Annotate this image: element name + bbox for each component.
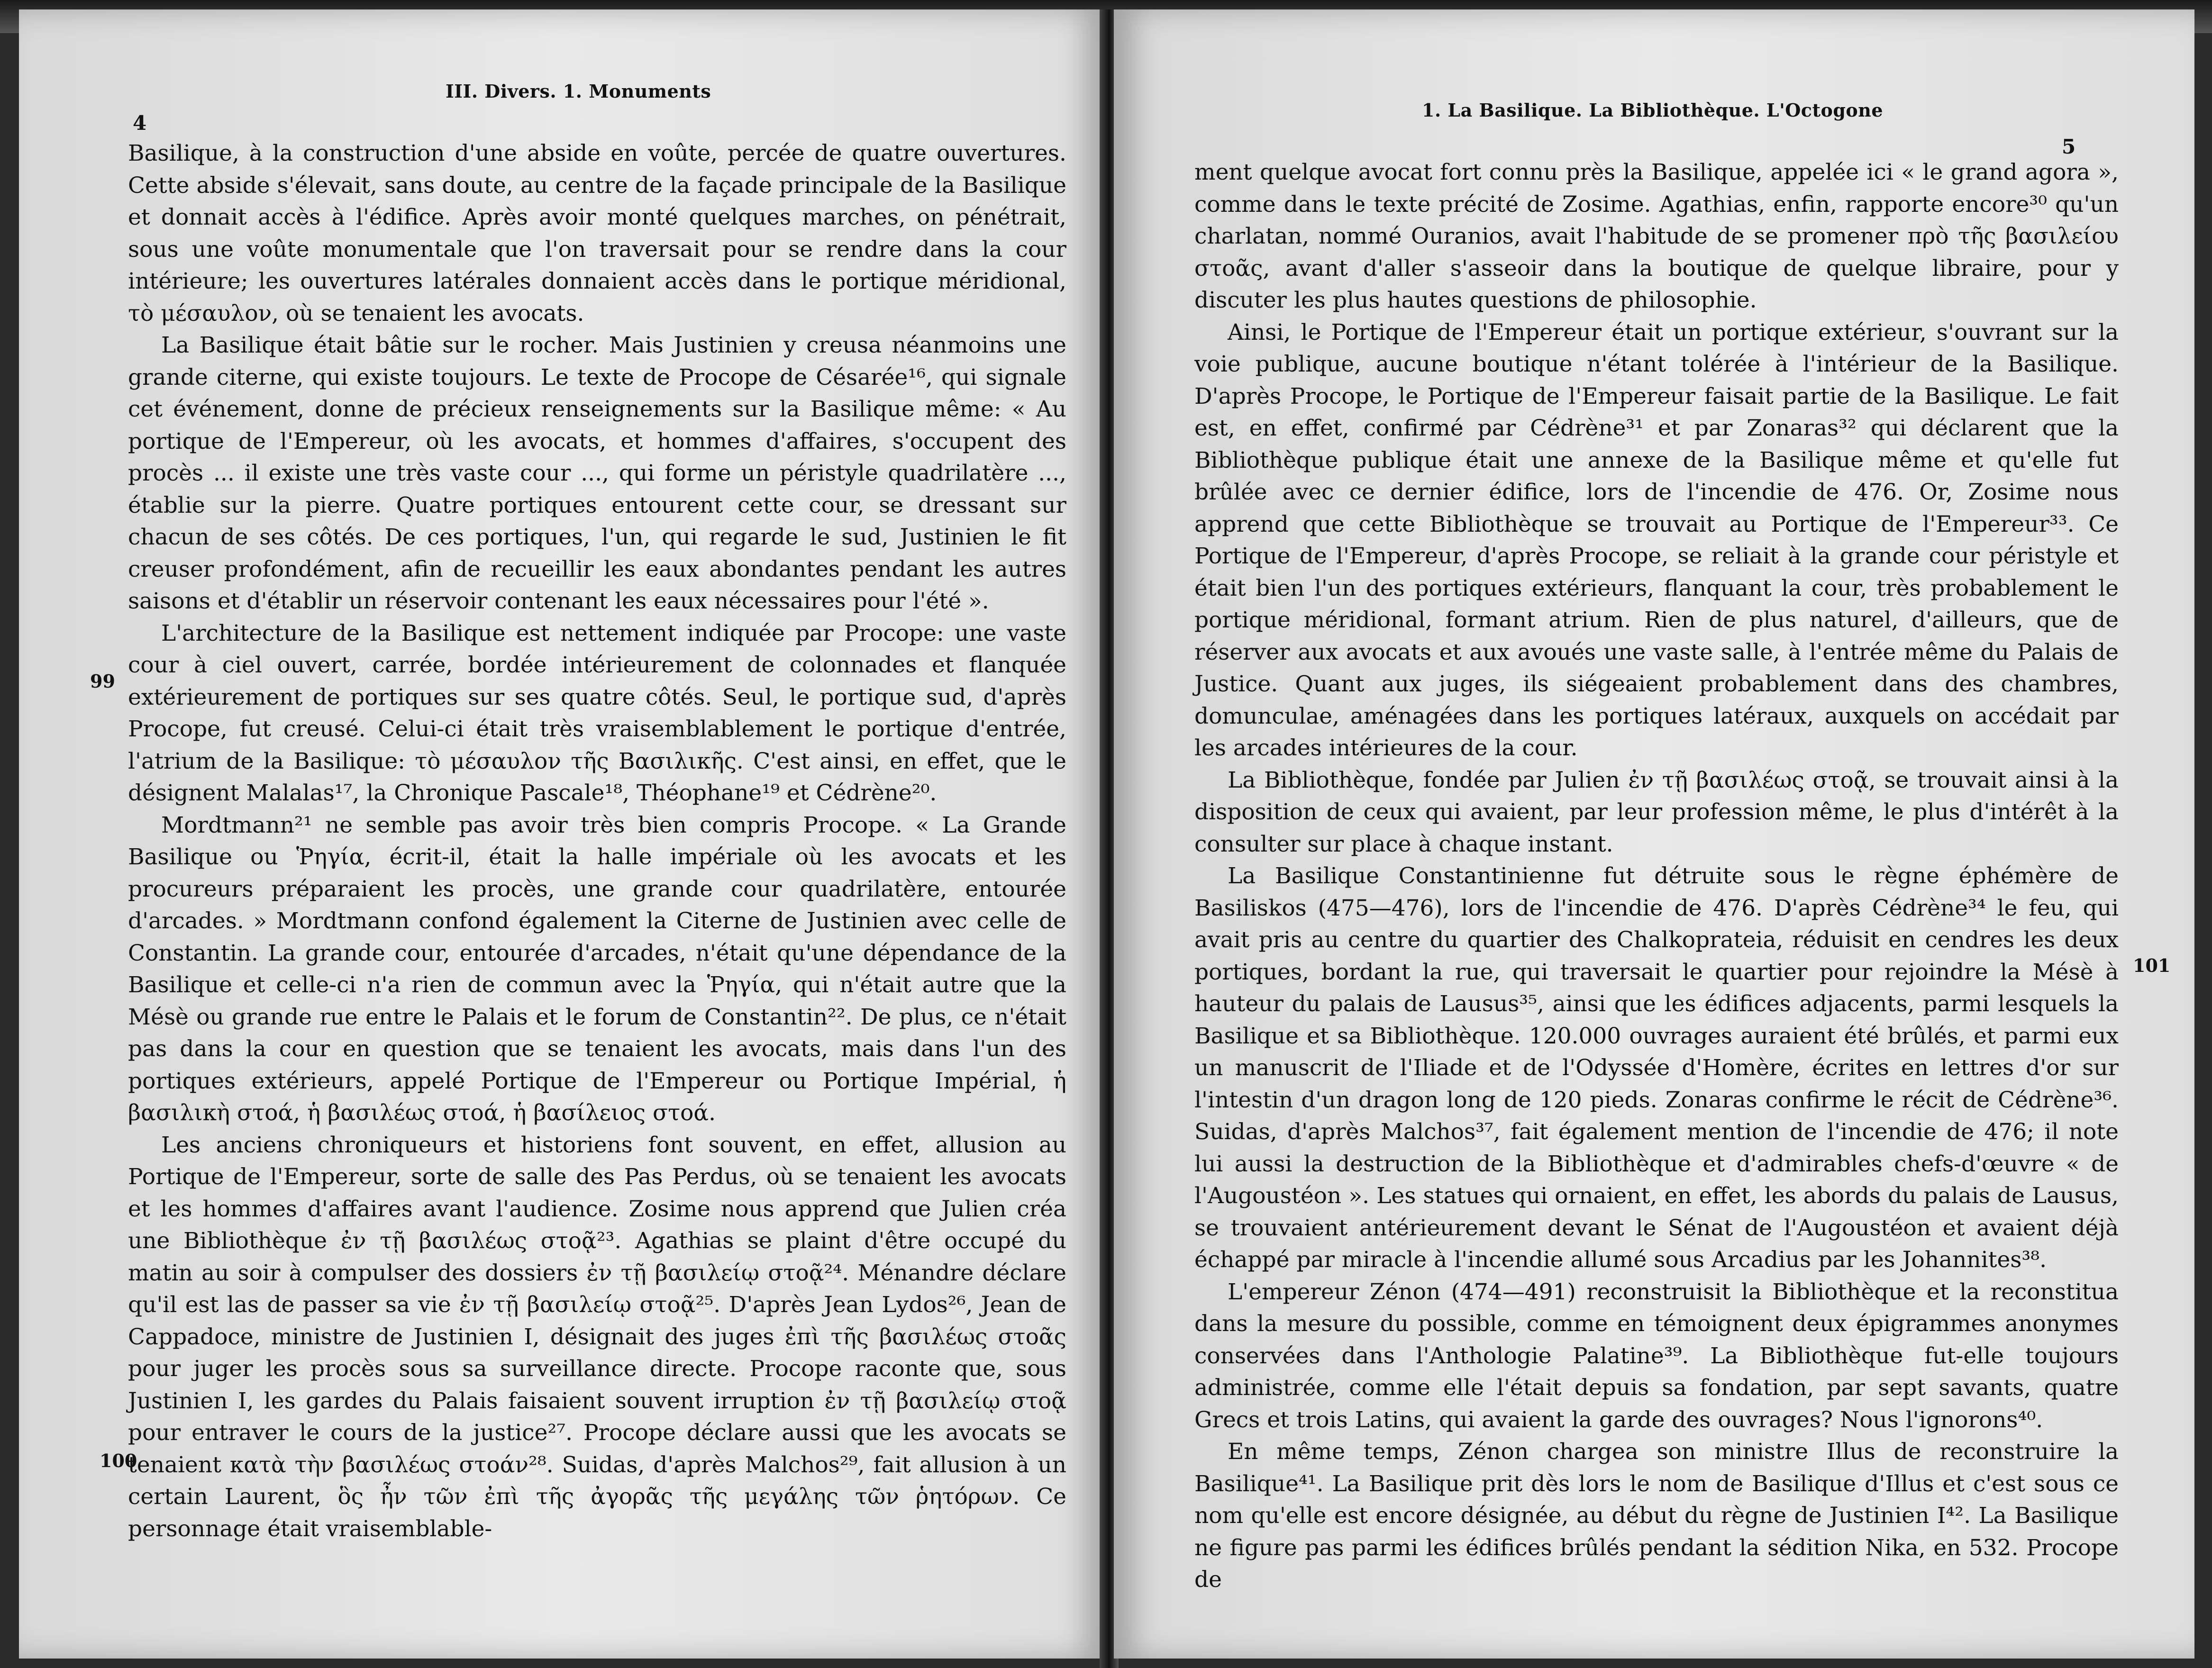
page-number-left: 4	[133, 111, 147, 135]
left-page	[19, 9, 1104, 1659]
running-head-right: 1. La Basilique. La Bibliothèque. L'Octogone	[1422, 100, 1884, 121]
paragraph: Basilique, à la construction d'une abside en voûte, percée de quatre ouvertures. Cette abside s'élevait, sans doute, au centre de la façade principale de la Basilique et donnait accès à l'édifice. Après avoir monté quelques marches, on pénétrait, sous une voûte monumentale que l'on traversait pour se rendre dans la cour intérieure; les ouvertures latérales donnaient accès dans le portique méridional, τὸ μέσαυλον, où se tenaient les avocats.	[128, 140, 1066, 326]
running-head-left: III. Divers. 1. Monuments	[446, 81, 711, 102]
paragraph: La Bibliothèque, fondée par Julien ἐν τῇ βασιλέως στοᾷ, se trouvait ainsi à la disposition de ceux qui avaient, par leur profession même, le plus d'intérêt à la consulter sur place à chaque instant.	[1194, 767, 2119, 857]
right-page	[1114, 9, 2194, 1659]
marginal-number-101: 101	[2133, 955, 2171, 976]
left-page-body	[128, 137, 1066, 1545]
marginal-number-100: 100	[100, 1450, 137, 1471]
book-spread	[0, 9, 2212, 1659]
paragraph: ment quelque avocat fort connu près la Basilique, appelée ici « le grand agora », comme dans le texte précité de Zosime. Agathias, enfin, rapporte encore³⁰ qu'un charlatan, nommé Ouranios, avait l'habitude de se promener πρὸ τῆς βασιλείου στοᾶς, avant d'aller s'asseoir dans la boutique de quelque libraire, pour y discuter les plus hautes questions de philosophie.	[1194, 159, 2119, 313]
paragraph: L'empereur Zénon (474—491) reconstruisit la Bibliothèque et la reconstitua dans la mesure du possible, comme en témoignent deux épigrammes anonymes conservées dans l'Anthologie Palatine³⁹. La Bibliothèque fut-elle toujours administrée, comme elle l'était depuis sa fondation, par sept savants, quatre Grecs et trois Latins, qui avaient la garde des ouvrages? Nous l'ignorons⁴⁰.	[1194, 1278, 2119, 1433]
paragraph: L'architecture de la Basilique est nettement indiquée par Procope: une vaste cour à ciel ouvert, carrée, bordée intérieurement de colonnades et flanquée extérieurement de portiques sur ses quatre côtés. Seul, le portique sud, d'après Procope, fut creusé. Celui-ci était très vraisemblablement le portique d'entrée, l'atrium de la Basilique: τὸ μέσαυλον τῆς Βασιλικῆς. C'est ainsi, en effet, que le désignent Malalas¹⁷, la Chronique Pascale¹⁸, Théophane¹⁹ et Cédrène²⁰.	[128, 620, 1066, 806]
page-number-right: 5	[2062, 135, 2076, 158]
paragraph: En même temps, Zénon chargea son ministre Illus de reconstruire la Basilique⁴¹. La Basilique prit dès lors le nom de Basilique d'Illus et c'est sous ce nom qu'elle est encore désignée, au début du règne de Justinien I⁴². La Basilique ne figure pas parmi les édifices brûlés pendant la sédition Nika, en 532. Procope de	[1194, 1439, 2119, 1593]
right-page-body	[1194, 156, 2119, 1596]
paragraph: La Basilique était bâtie sur le rocher. Mais Justinien y creusa néanmoins une grande citerne, qui existe toujours. Le texte de Procope de Césarée¹⁶, qui signale cet événement, donne de précieux renseignements sur la Basilique même: « Au portique de l'Empereur, où les avocats, et hommes d'affaires, s'occupent des procès ... il existe une très vaste cour ..., qui forme un péristyle quadrilatère ..., établie sur la pierre. Quatre portiques entourent cette cour, se dressant sur chacun de ses côtés. De ces portiques, l'un, qui regarde le sud, Justinien le fit creuser profondément, afin de recueillir les eaux abondantes pendant les autres saisons et d'établir un réservoir contenant les eaux nécessaires pour l'été ».	[128, 332, 1066, 614]
paragraph: Mordtmann²¹ ne semble pas avoir très bien compris Procope. « La Grande Basilique ou Ῥηγία, écrit-il, était la halle impériale où les avocats et les procureurs préparaient les procès, une grande cour quadrilatère, entourée d'arcades. » Mordtmann confond également la Citerne de Justinien avec celle de Constantin. La grande cour, entourée d'arcades, n'était qu'une dépendance de la Basilique et celle-ci n'a rien de commun avec la Ῥηγία, qui n'était autre que la Mésè ou grande rue entre le Palais et le forum de Constantin²². De plus, ce n'était pas dans la cour en question que se tenaient les avocats, mais dans l'un des portiques extérieurs, appelé Portique de l'Empereur ou Portique Impérial, ἡ βασιλικὴ στοά, ἡ βασιλέως στοά, ἡ βασίλειος στοά.	[128, 812, 1066, 1126]
paragraph: La Basilique Constantinienne fut détruite sous le règne éphémère de Basiliskos (475—476), lors de l'incendie de 476. D'après Cédrène³⁴ le feu, qui avait pris au centre du quartier des Chalkoprateia, réduisit en cendres les deux portiques, bordant la rue, qui traversait le quartier pour rejoindre la Mésè à hauteur du palais de Lausus³⁵, ainsi que les édifices adjacents, parmi lesquels la Basilique et sa Bibliothèque. 120.000 ouvrages auraient été brûlés, et parmi eux un manuscrit de l'Iliade et de l'Odyssée d'Homère, écrites en lettres d'or sur l'intestin d'un dragon long de 120 pieds. Zonaras confirme le récit de Cédrène³⁶. Suidas, d'après Malchos³⁷, fait également mention de l'incendie de 476; il note lui aussi la destruction de la Bibliothèque et d'admirables chefs-d'œuvre « de l'Augoustéon ». Les statues qui ornaient, en effet, les abords du palais de Lausus, se trouvaient antérieurement devant le Sénat de l'Augoustéon et avaient déjà échappé par miracle à l'incendie allumé sous Arcadius par les Johannites³⁸.	[1194, 863, 2119, 1273]
paragraph: Ainsi, le Portique de l'Empereur était un portique extérieur, s'ouvrant sur la voie publique, aucune boutique n'étant tolérée à l'intérieur de la Basilique. D'après Procope, le Portique de l'Empereur faisait partie de la Basilique. Le fait est, en effet, confirmé par Cédrène³¹ et par Zonaras³² qui déclarent que la Bibliothèque publique était une annexe de la Basilique même et qu'elle fut brûlée avec ce dernier édifice, lors de l'incendie de 476. Or, Zosime nous apprend que cette Bibliothèque se trouvait au Portique de l'Empereur³³. Ce Portique de l'Empereur, d'après Procope, se reliait à la grande cour péristyle et était bien l'un des portiques extérieurs, flanquant la cour, très probablement le portique méridional, formant atrium. Rien de plus naturel, d'ailleurs, que de réserver aux avocats et aux avoués une vaste salle, à l'entrée même du Palais de Justice. Quant aux juges, ils siégeaient probablement dans des chambres, domunculae, aménagées dans les portiques latéraux, auxquels on accédait par les arcades intérieures de la cour.	[1194, 319, 2119, 761]
paragraph: Les anciens chroniqueurs et historiens font souvent, en effet, allusion au Portique de l'Empereur, sorte de salle des Pas Perdus, où se tenaient les avocats et les hommes d'affaires avant l'audience. Zosime nous apprend que Julien créa une Bibliothèque ἐν τῇ βασιλέως στοᾷ²³. Agathias se plaint d'être occupé du matin au soir à compulser des dossiers ἐν τῇ βασιλείῳ στοᾷ²⁴. Ménandre déclare qu'il est las de passer sa vie ἐν τῇ βασιλείῳ στοᾷ²⁵. D'après Jean Lydos²⁶, Jean de Cappadoce, ministre de Justinien I, désignait des juges ἐπὶ τῆς βασιλέως στοᾶς pour juger les procès sous sa surveillance directe. Procope raconte que, sous Justinien I, les gardes du Palais faisaient souvent irruption ἐν τῇ βασιλείῳ στοᾷ pour entraver le cours de la justice²⁷. Procope déclare aussi que les avocats se tenaient κατὰ τὴν βασιλέως στοάν²⁸. Suidas, d'après Malchos²⁹, fait allusion à un certain Laurent, ὃς ἦν τῶν ἐπὶ τῆς ἀγορᾶς τῆς μεγάλης τῶν ῥητόρων. Ce personnage était vraisemblable-	[128, 1132, 1066, 1542]
marginal-number-99: 99	[90, 671, 115, 692]
